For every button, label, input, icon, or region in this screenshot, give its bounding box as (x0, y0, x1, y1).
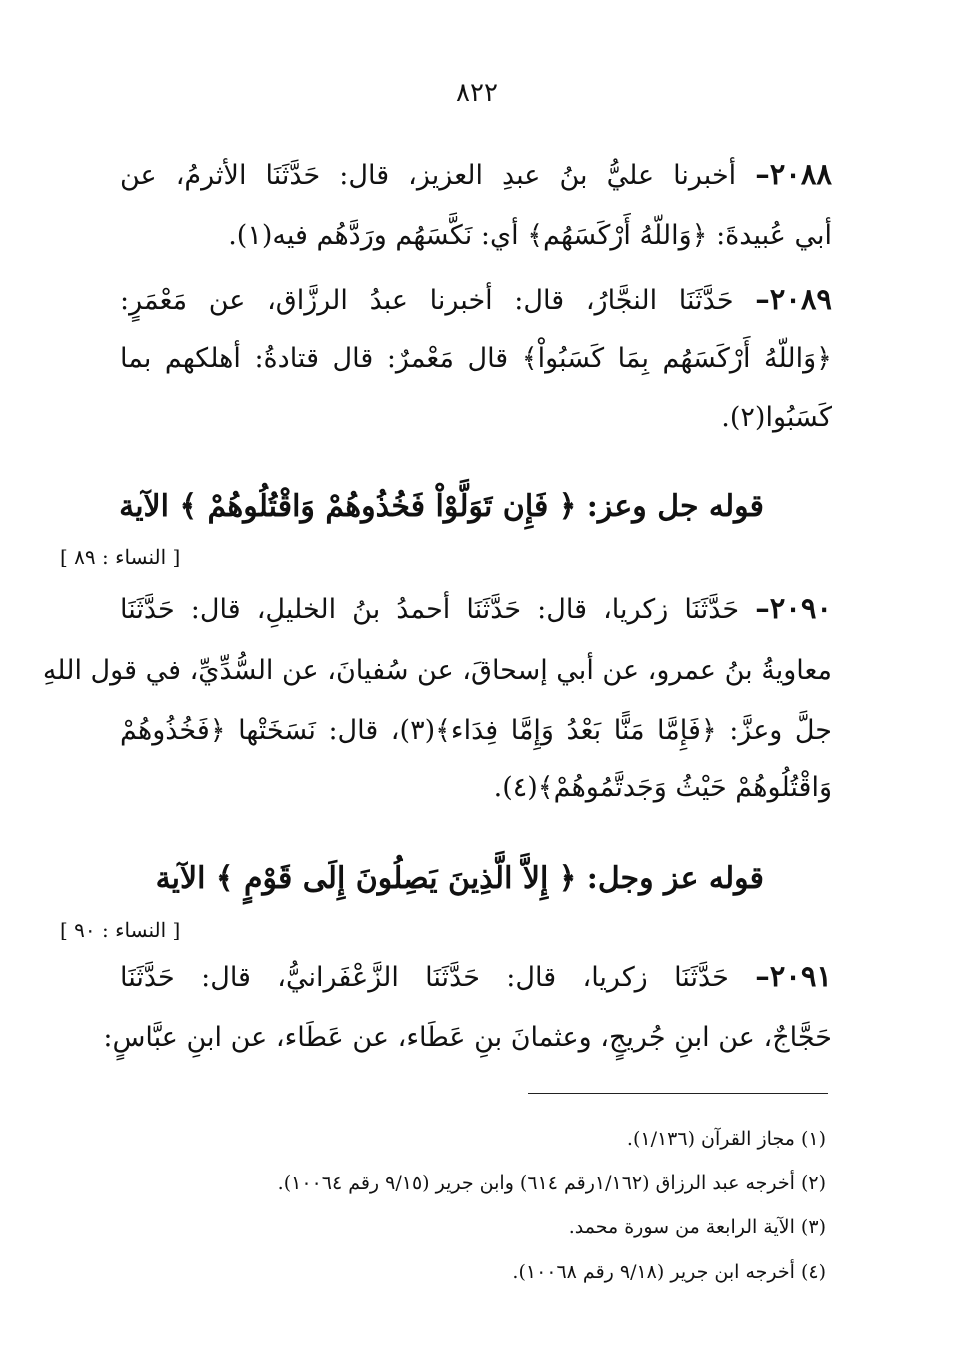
verse-reference: [ النساء : ٨٩ ] (60, 545, 181, 569)
entry-line (120, 339, 832, 379)
footnote: (٣) الآية الرابعة من سورة محمد. (568, 1216, 826, 1238)
entry-text: وَاقْتُلُوهُمْ حَيْثُ وَجَدتَّمُوهُمْ﴾(٤). (493, 772, 832, 803)
entry-line (120, 711, 832, 751)
verse-reference: [ النساء : ٩٠ ] (60, 918, 181, 942)
entry-text: كَسَبُوا(٢). (721, 402, 832, 433)
entry-text: حَدَّثَنَا زكريا، قال: حَدَّثَنَا الزَّعْفَرانيُّ، قال: حَدَّثَنَا (120, 962, 756, 993)
entry-text: حَدَّثَنَا النجَّارُ، قال: أخبرنا عبدُ الرزَّاق، عن مَعْمَرٍ: (120, 285, 756, 316)
entry-text: جلَّ وعزَّ: ﴿فَإِمَّا مَنًّا بَعْدُ وَإِمَّا فِدَاء﴾(٣)، قال: نَسَخَتْها ﴿فَخُذُوهُمْ (120, 715, 832, 746)
entry-line (120, 588, 832, 630)
entry-number: ٢٠٨٨– (755, 157, 832, 191)
entry-line (120, 154, 832, 196)
entry-line (42, 651, 832, 691)
entry-number: ٢٠٩٠– (755, 591, 832, 625)
footnote-divider (528, 1093, 828, 1094)
footnote: (٢) أخرجه عبد الرزاق (١/١٦٢رقم ٦١٤) وابن جرير (٩/١٥ رقم ١٠٠٦٤). (277, 1172, 826, 1194)
entry-text: حَجَّاجٌ، عن ابنِ جُريجٍ، وعثمانَ بنِ عَطَاء، عن عَطَاء، عن ابنِ عبَّاسٍ: (103, 1022, 832, 1053)
entry-text: ﴿وَاللّهُ أَرْكَسَهُم بِمَا كَسَبُواْ﴾ قال مَعْمرٌ: قال قتادةُ: أهلكهم بما (120, 343, 832, 374)
entry-line (120, 398, 832, 438)
entry-text: معاويةُ بنُ عمرو، عن أبي إسحاقَ، عن سُفيانَ، عن السُّدِّيِّ، في قول اللهِ (42, 655, 832, 686)
footnote: (٤) أخرجه ابن جرير (٩/١٨ رقم ١٠٠٦٨). (512, 1261, 826, 1283)
section-heading: قوله عز وجل: ﴿ إِلاَّ الَّذِينَ يَصِلُونَ إِلَى قَوْمٍ ﴾ الآية (155, 861, 764, 896)
entry-text: أبي عُبيدةَ: ﴿وَاللّهُ أَرْكَسَهُم﴾ أي: نَكَّسَهُم ورَدَّهُم فيه(١). (228, 220, 832, 251)
entry-line (120, 279, 832, 321)
page-number: ٨٢٢ (456, 78, 498, 108)
entry-line (120, 768, 832, 808)
entry-text: حَدَّثَنَا زكريا، قال: حَدَّثَنَا أحمدُ بنُ الخليلِ، قال: حَدَّثَنَا (120, 594, 756, 625)
entry-line (120, 216, 832, 256)
section-heading: قوله جل وعز: ﴿ فَإِن تَوَلَّوْاْ فَخُذُوهُمْ وَاقْتُلُوهُمْ ﴾ الآية (119, 489, 764, 524)
footnote: (١) مجاز القرآن (١/١٣٦). (626, 1128, 826, 1150)
entry-text: أخبرنا عليُّ بنُ عبدِ العزيز، قال: حَدَّثَنَا الأثرمُ، عن (120, 160, 756, 191)
entry-number: ٢٠٨٩– (755, 282, 832, 316)
entry-line (120, 956, 832, 998)
entry-number: ٢٠٩١– (755, 959, 832, 993)
entry-line (103, 1018, 832, 1058)
